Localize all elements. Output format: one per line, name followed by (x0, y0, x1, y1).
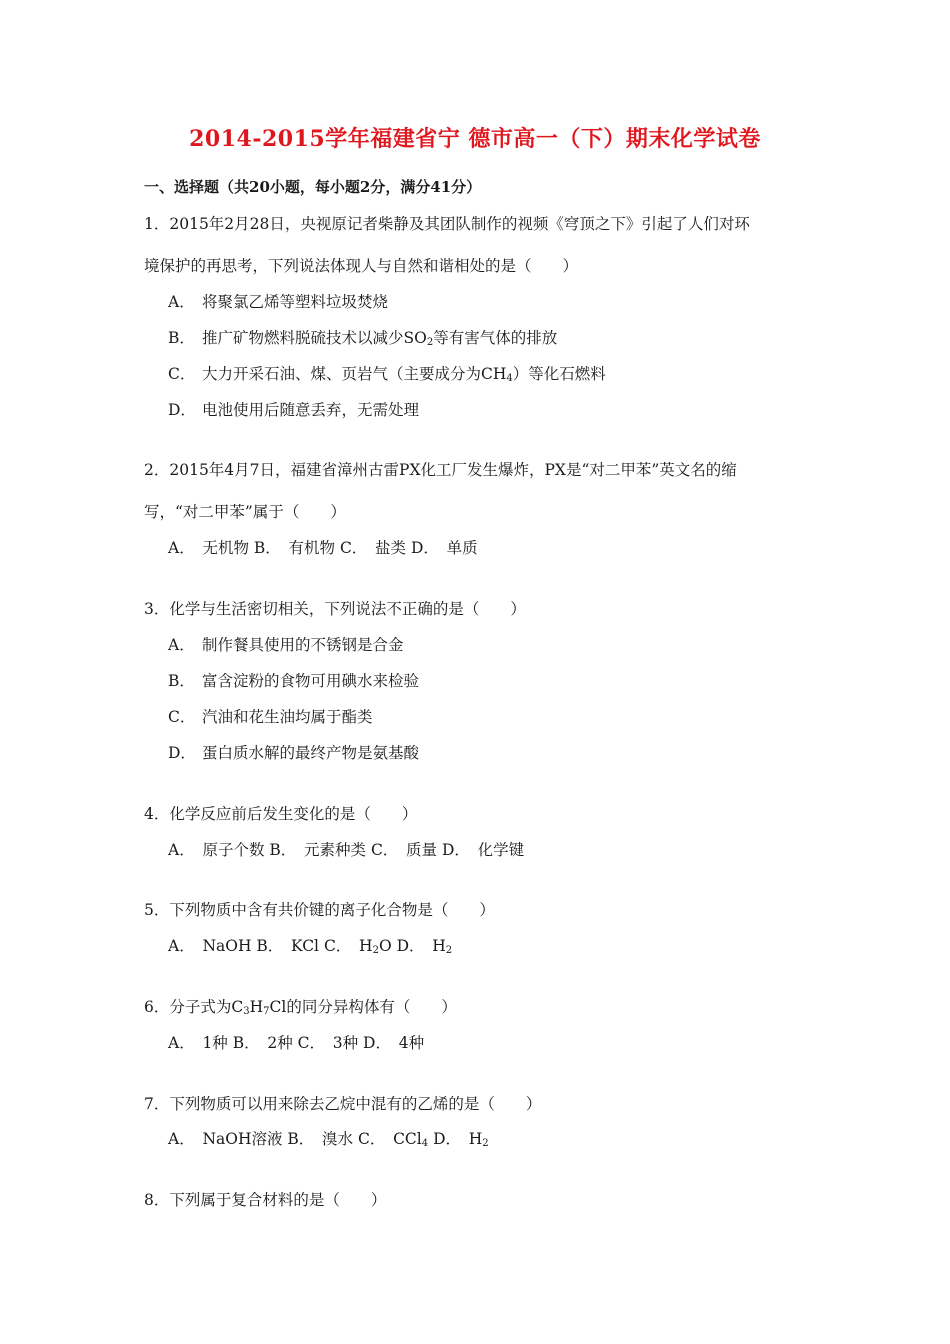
option-text: 富含淀粉的食物可用碘水来检验 (202, 672, 420, 690)
question-8-stem: 8．下列属于复合材料的是（ ） (144, 1191, 387, 1209)
option-text: A． NaOH B． KCl C． H (168, 937, 373, 955)
question-1-option-a[interactable] (168, 290, 388, 312)
option-label: A． (168, 293, 195, 311)
option-label: D． (168, 744, 196, 762)
question-4-stem: 4．化学反应前后发生变化的是（ ） (144, 805, 418, 823)
question-3-option-c[interactable] (168, 705, 373, 727)
option-text: 汽油和花生油均属于酯类 (202, 708, 373, 726)
option-text: 推广矿物燃料脱硫技术以减少SO (202, 329, 427, 347)
question-5-options[interactable] (168, 934, 452, 956)
subscript: 2 (426, 337, 434, 348)
option-label: B． (168, 329, 195, 347)
page-title: 2014-2015学年福建省宁 德市高一（下）期末化学试卷 (189, 126, 761, 152)
subscript: 2 (445, 945, 453, 956)
question-7-stem: 7．下列物质可以用来除去乙烷中混有的乙烯的是（ ） (144, 1095, 542, 1113)
question-1-option-b[interactable] (168, 326, 557, 348)
subscript: 4 (421, 1138, 429, 1149)
option-label: C． (168, 708, 196, 726)
question-6-stem (144, 995, 457, 1017)
question-3-option-b[interactable] (168, 669, 419, 691)
option-label: D． (168, 401, 196, 419)
question-7-options[interactable] (168, 1127, 489, 1149)
question-6-options[interactable]: A． 1种 B． 2种 C． 3种 D． 4种 (168, 1034, 425, 1052)
option-text: 大力开采石油、煤、页岩气（主要成分为CH (202, 365, 507, 383)
option-text: 蛋白质水解的最终产物是氨基酸 (202, 744, 420, 762)
stem-text: 6．分子式为C (144, 998, 244, 1016)
option-text: ）等化石燃料 (512, 365, 606, 383)
option-text: 等有害气体的排放 (433, 329, 558, 347)
subscript: 2 (482, 1138, 489, 1149)
question-5-stem: 5．下列物质中含有共价键的离子化合物是（ ） (144, 901, 495, 919)
stem-text: Cl的同分异构体有（ ） (269, 998, 457, 1016)
option-text: D． H (428, 1130, 483, 1148)
question-2-options[interactable]: A． 无机物 B． 有机物 C． 盐类 D． 单质 (168, 539, 478, 557)
question-4-options[interactable]: A． 原子个数 B． 元素种类 C． 质量 D． 化学键 (168, 841, 525, 859)
option-text: 电池使用后随意丢弃，无需处理 (202, 401, 420, 419)
option-label: A． (168, 636, 195, 654)
option-label: C． (168, 365, 196, 383)
question-1-option-d[interactable] (168, 398, 419, 420)
section-header: 一、选择题（共20小题，每小题2分，满分41分） (144, 178, 482, 196)
question-2-stem-line-1: 2．2015年4月7日，福建省漳州古雷PX化工厂发生爆炸，PX是“对二甲苯”英文名的缩 (144, 461, 737, 479)
question-3-option-a[interactable] (168, 633, 404, 655)
option-text: O D． H (378, 937, 446, 955)
option-text: 将聚氯乙烯等塑料垃圾焚烧 (202, 293, 389, 311)
question-1-stem-line-1: 1．2015年2月28日，央视原记者柴静及其团队制作的视频《穹顶之下》引起了人们对环 (144, 215, 750, 233)
stem-text: H (249, 998, 264, 1016)
subscript: 4 (506, 373, 513, 384)
question-1-stem-line-2: 境保护的再思考，下列说法体现人与自然和谐相处的是（ ） (144, 257, 579, 275)
question-2-stem-line-2: 写，“对二甲苯”属于（ ） (144, 503, 346, 521)
question-3-stem: 3．化学与生活密切相关，下列说法不正确的是（ ） (144, 600, 526, 618)
option-text: 制作餐具使用的不锈钢是合金 (202, 636, 404, 654)
subscript: 7 (263, 1006, 270, 1017)
subscript: 2 (372, 945, 379, 956)
option-label: B． (168, 672, 195, 690)
question-1-option-c[interactable] (168, 362, 606, 384)
option-text: A． NaOH溶液 B． 溴水 C． CCl (168, 1130, 422, 1148)
question-3-option-d[interactable] (168, 741, 419, 763)
subscript: 3 (243, 1006, 250, 1017)
